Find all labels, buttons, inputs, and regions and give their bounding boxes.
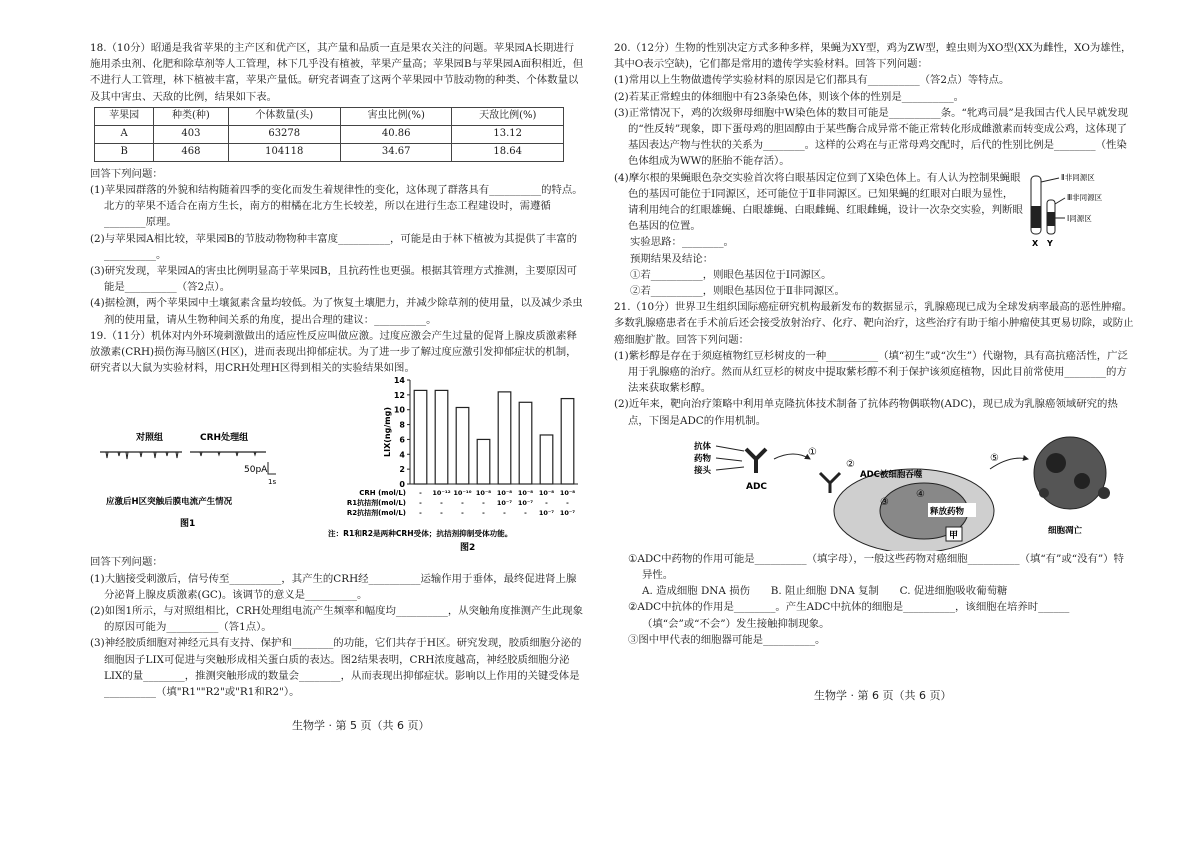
figure-2-bar-chart <box>306 372 586 552</box>
condition-cell: - <box>461 499 464 508</box>
bar <box>540 435 553 484</box>
q20-intro: 20.（12分）生物的性别决定方式多种多样，果蝇为XY型，鸡为ZW型，蝗虫则为XO型(XX为雌性，XO为雄性，其中O表示空缺)，它们都是常用的遗传学实验材料。回答下列问题： <box>614 42 1132 71</box>
condition-row-label: R1抗拮剂(mol/L) <box>346 499 406 508</box>
q21-options: A. 造成细胞 DNA 损伤 B. 阻止细胞 DNA 复制 C. 促进细胞吸收葡萄糖 <box>642 585 1008 598</box>
table-row <box>95 143 564 161</box>
q18-prompt: 回答下列问题： <box>90 167 163 180</box>
bar <box>519 403 532 485</box>
condition-cell: - <box>419 509 422 518</box>
q21-sub-2: ②ADC中抗体的作用是________。产生ADC中抗体的细胞是__________，该细胞在培养时______（填“会”或“不会”）发生接触抑制现象。 <box>628 601 1070 630</box>
q20-item-3: (3)正常情况下，鸡的次级卵母细胞中W染色体的数目可能是__________条。“牝鸡司晨”是我国古代人民早就发现的“性反转”现象，即下蛋母鸡的胆固醇由于某些酶合成异常不能正常转化形成雌激素而转变成公鸡，这体现了基因表达产物与性状的关系为________。这样的公鸡在与正常母鸡交配时，后代的性别比例是________（性染色体组成为WW的胚胎不能存活）。 <box>614 106 1128 168</box>
y-tick-label: 12 <box>393 391 405 401</box>
adc-mechanism-diagram <box>624 429 1124 551</box>
q18-item-4: (4)据检测，两个苹果园中土壤氮素含量均较低。为了恢复土壤肥力，并减少除草剂的使用量，以及减少杀虫剂的使用量，请从生物种间关系的角度，提出合理的建议：__________。 <box>90 297 583 326</box>
condition-cell: - <box>419 499 422 508</box>
y-tick-label: 2 <box>399 465 405 475</box>
condition-cell: - <box>482 499 485 508</box>
condition-cell: 10⁻¹² <box>432 489 451 498</box>
fig1-caption: 图1 <box>180 519 196 530</box>
condition-cell: 10⁻⁷ <box>559 509 576 518</box>
condition-cell: - <box>419 489 422 498</box>
chromo-label-1: Ⅱ非同源区 <box>1061 172 1095 182</box>
table-header: 天敌比例(%) <box>452 107 564 125</box>
step-4: ④ <box>916 488 925 500</box>
table-cell: 468 <box>154 143 228 161</box>
organelle-jia-label: 甲 <box>949 530 959 541</box>
table-cell: 40.86 <box>340 125 452 143</box>
q18-item-1: (1)苹果园群落的外貌和结构随着四季的变化而发生着规律性的变化，这体现了群落具有__________的特点。北方的苹果不适合在南方生长，南方的柑橘在北方生长较差，所以在进行生态工程建设时，需遵循________原理。 <box>90 184 583 229</box>
q18-intro: 18.（10分）昭通是我省苹果的主产区和优产区，其产量和品质一直是果农关注的问题。苹果园A长期进行施用杀虫剂、化肥和除草剂等人工管理，林下几乎没有植被，苹果产量高；苹果园B与苹果园A面积相近，但不进行人工管理，林下植被丰富，苹果产量低。研究者调查了这两个苹果园中节肢动物的种类、个体数量以及其中害虫、天敌的比例，结果如下表。 <box>90 42 584 103</box>
condition-cell: 10⁻⁸ <box>496 489 513 498</box>
bar <box>414 391 427 485</box>
q19-intro: 19.（11分）机体对内外环境刺激做出的适应性反应叫做应激。过度应激会产生过量的促肾上腺皮质激素释放激素(CRH)损伤海马脑区(H区)，进而表现出抑郁症状。为了进一步了解过度应激引发抑郁症状的机制，研究者以大鼠为实验材料，用CRH处理H区得到相关的实验结果如图。 <box>90 329 577 375</box>
bar <box>561 399 574 484</box>
q20-item-2: (2)若某正常蝗虫的体细胞中有23条染色体，则该个体的性别是__________。 <box>614 90 965 103</box>
table-header: 害虫比例(%) <box>340 107 452 125</box>
figure-1-traces <box>96 426 276 536</box>
condition-cell: - <box>440 499 443 508</box>
q18-item-3: (3)研究发现，苹果园A的害虫比例明显高于苹果园B，且抗药性也更强。根据其管理方式推测，主要原因可能是__________（答2点）。 <box>90 265 578 294</box>
condition-cell: - <box>461 509 464 518</box>
q21-sub-3: ③图中甲代表的细胞器可能是__________。 <box>628 633 826 646</box>
q20-item-1: (1)常用以上生物做遗传学实验材料的原因是它们都具有__________（答2点）等特点。 <box>614 74 1010 87</box>
apoptosis-label: 细胞凋亡 <box>1048 525 1083 536</box>
table-cell: 18.64 <box>452 143 564 161</box>
adc-label: ADC <box>746 481 768 492</box>
q21-item-2: (2)近年来，靶向治疗策略中利用单克隆抗体技术制备了抗体药物偶联物(ADC)，现已成为乳腺癌领域研究的热点，下图是ADC的作用机制。 <box>614 398 1118 427</box>
table-cell: 34.67 <box>340 143 452 161</box>
q20-item-4: (4)摩尔根的果蝇眼色杂交实验首次将白眼基因定位到了X染色体上。有人认为控制果蝇眼色的基因可能位于Ⅰ同源区，还可能位于Ⅱ非同源区。已知果蝇的红眼对白眼为显性，请利用纯合的红眼雄蝇、白眼雄蝇、白眼雌蝇、红眼雌蝇，设计一次杂交实验，判断眼色基因的位置。 <box>614 171 1023 233</box>
fig1-scale-time: 1s <box>268 478 276 487</box>
chromo-label-3: Ⅰ同源区 <box>1067 213 1092 223</box>
step-5: ⑤ <box>990 452 999 464</box>
condition-cell: - <box>524 509 527 518</box>
q19-prompt: 回答下列问题： <box>90 556 163 569</box>
release-drug-label: 释放药物 <box>930 506 965 517</box>
y-tick-label: 10 <box>393 406 405 416</box>
table-header-row <box>95 107 564 125</box>
q19-figures <box>90 376 584 554</box>
q20-design: 实验思路：________。 <box>630 236 734 249</box>
table-cell: 104118 <box>228 143 340 161</box>
table-row <box>95 125 564 143</box>
left-page <box>90 40 584 700</box>
fig1-scale-label: 50pA <box>244 465 268 476</box>
condition-cell: 10⁻⁷ <box>538 509 555 518</box>
bar <box>477 440 490 485</box>
y-tick-label: 0 <box>399 480 405 490</box>
chart-note: 注：R1和R2是两种CRH受体；抗拮剂抑制受体功能。 <box>328 529 513 539</box>
step-2: ② <box>846 458 855 470</box>
q18-item-2: (2)与苹果园A相比较，苹果园B的节肢动物物种丰富度__________，可能是由于林下植被为其提供了丰富的__________。 <box>90 232 578 261</box>
y-tick-label: 8 <box>399 421 405 431</box>
right-page <box>614 40 1134 648</box>
adc-antibody-label: 抗体 <box>694 441 712 452</box>
table-header: 个体数量(头) <box>228 107 340 125</box>
q21-sub-1: ①ADC中药物的作用可能是__________（填字母），一般这些药物对癌细胞__________（填“有”或“没有”）特异性。 <box>628 552 1124 582</box>
condition-cell: 10⁻⁸ <box>517 489 534 498</box>
condition-row-label: CRH (mol/L) <box>359 489 406 498</box>
fig1-crh-label: CRH处理组 <box>200 433 249 444</box>
table-header: 苹果园 <box>95 107 154 125</box>
bar <box>498 392 511 484</box>
chromo-label-2: Ⅲ非同源区 <box>1067 192 1103 202</box>
q21-item-1: (1)紫杉醇是存在于须庭植物红豆杉树皮的一种__________（填“初生”或“次生”）代谢物，具有高抗癌活性，广泛用于乳腺癌的治疗。然而从红豆杉的树皮中提取紫杉醇不利于保护该须庭植物，因此目前常使用________的方法来获取紫杉醇。 <box>614 349 1128 395</box>
left-footer: 生物学 · 第 5 页（共 6 页） <box>292 719 430 732</box>
table-cell: 403 <box>154 125 228 143</box>
condition-cell: - <box>482 509 485 518</box>
q19-item-3: (3)神经胶质细胞对神经元具有支持、保护和________的功能，它们共存于H区。研究发现，胶质细胞分泌的细胞因子LIX可促进与突触形成相关蛋白质的表达。图2结果表明，CRH浓度越高，神经胶质细胞分泌LIX的量________，推测突触形成的数量会________，从而表现出抑郁症状。影响以上作用的关键受体是__________（填"R1""R2"或"R1和R2"）。 <box>90 637 582 699</box>
right-footer: 生物学 · 第 6 页（共 6 页） <box>814 689 952 702</box>
table-cell: A <box>95 125 154 143</box>
condition-cell: 10⁻⁸ <box>538 489 555 498</box>
q18-table <box>94 107 564 162</box>
step-3: ③ <box>880 496 889 508</box>
chromo-y-label: Y <box>1047 238 1053 248</box>
table-cell: 63278 <box>228 125 340 143</box>
condition-cell: - <box>545 499 548 508</box>
fig1-control-label: 对照组 <box>136 433 164 444</box>
table-header: 种类(种) <box>154 107 228 125</box>
adc-swallow-label: ADC被细胞吞噬 <box>860 469 923 480</box>
fig1-caption-text: 应激后H区突触后膜电流产生情况 <box>106 497 233 508</box>
table-cell: 13.12 <box>452 125 564 143</box>
adc-linker-label: 接头 <box>694 465 712 476</box>
condition-cell: - <box>503 509 506 518</box>
adc-drug-label: 药物 <box>694 453 712 464</box>
q19-item-1: (1)大脑接受刺激后，信号传至__________，其产生的CRH经__________运输作用于垂体，最终促进肾上腺分泌肾上腺皮质激素(GC)。该调节的意义是__________。 <box>90 572 577 601</box>
step-1: ① <box>808 446 817 458</box>
y-axis-label: LIX(ng/mg) <box>383 407 392 458</box>
y-tick-label: 6 <box>399 435 405 445</box>
q20-result-2: ②若__________，则眼色基因位于Ⅱ非同源区。 <box>630 285 845 298</box>
chromo-x-label: X <box>1032 238 1039 248</box>
chart-caption: 图2 <box>460 543 476 553</box>
q20-result-1: ①若__________，则眼色基因位于Ⅰ同源区。 <box>630 268 832 281</box>
condition-cell: - <box>566 499 569 508</box>
condition-cell: 10⁻⁸ <box>559 489 576 498</box>
q20-predict: 预期结果及结论： <box>630 252 714 265</box>
q21-intro: 21.（10分）世界卫生组织国际癌症研究机构最新发布的数据显示，乳腺癌现已成为全球发病率最高的恶性肿瘤。多数乳腺癌患者在手术前后还会接受放射治疗、化疗、靶向治疗，这些治疗有助于缩小肿瘤使其更易切除，或防止癌细胞扩散。回答下列问题： <box>614 301 1134 346</box>
chromosome-diagram <box>1019 170 1129 250</box>
condition-cell: - <box>440 509 443 518</box>
condition-cell: 10⁻⁷ <box>517 499 534 508</box>
q19-item-2: (2)如图1所示，与对照组相比，CRH处理组电流产生频率和幅度均__________，从突触角度推测产生此现象的原因可能为__________（答1点）。 <box>90 605 583 634</box>
condition-row-label: R2抗拮剂(mol/L) <box>346 509 406 518</box>
condition-cell: 10⁻⁷ <box>496 499 513 508</box>
y-tick-label: 14 <box>393 376 405 386</box>
bar <box>435 391 448 485</box>
y-tick-label: 4 <box>399 450 405 460</box>
condition-cell: 10⁻¹⁰ <box>453 489 472 498</box>
bar <box>456 408 469 485</box>
table-cell: B <box>95 143 154 161</box>
condition-cell: 10⁻⁸ <box>475 489 492 498</box>
